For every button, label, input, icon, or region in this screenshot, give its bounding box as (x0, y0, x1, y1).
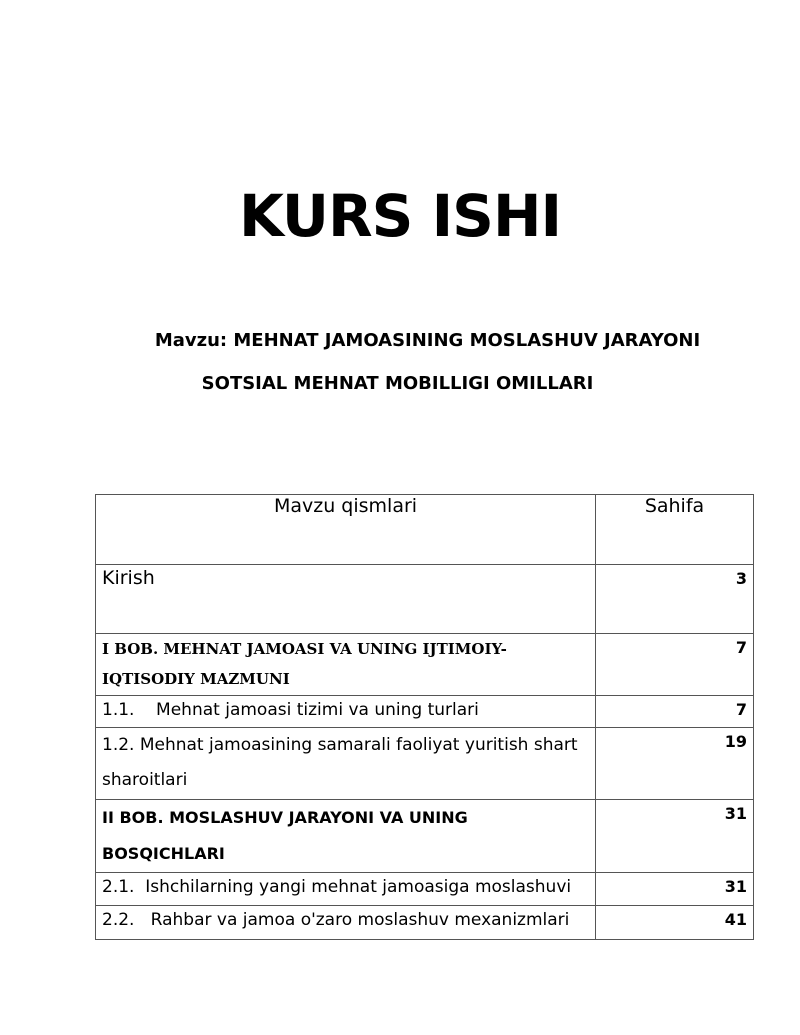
table-row (96, 634, 754, 696)
header-page: Sahifa (596, 495, 754, 565)
table-row (96, 728, 754, 800)
document-title: KURS ISHI (238, 182, 562, 250)
contents-table (95, 494, 754, 940)
table-row (96, 906, 754, 940)
row-title: II BOB. MOSLASHUV JARAYONI VA UNING BOSQICHLARI (96, 800, 596, 873)
row-title: 2.1. Ishchilarning yangi mehnat jamoasiga moslashuvi (96, 873, 596, 906)
row-page: 19 (596, 728, 754, 800)
topic-line-1: Mavzu: MEHNAT JAMOASINING MOSLASHUV JARAYONI (154, 330, 701, 351)
row-title: 1.2. Mehnat jamoasining samarali faoliyat yuritish shart sharoitlari (96, 728, 596, 800)
row-page: 41 (596, 906, 754, 940)
row-title: 2.2. Rahbar va jamoa o'zaro moslashuv mexanizmlari (96, 906, 596, 940)
table-row (96, 800, 754, 873)
row-page: 31 (596, 873, 754, 906)
table-header-row (96, 495, 754, 565)
table-row (96, 565, 754, 634)
row-title: I BOB. MEHNAT JAMOASI VA UNING IJTIMOIY-IQTISODIY MAZMUNI (96, 634, 596, 696)
row-page: 3 (596, 565, 754, 634)
row-page: 7 (596, 696, 754, 728)
row-title: Kirish (96, 565, 596, 634)
row-page: 31 (596, 800, 754, 873)
table-row (96, 873, 754, 906)
table-row (96, 696, 754, 728)
header-section: Mavzu qismlari (96, 495, 596, 565)
topic-line-2: SOTSIAL MEHNAT MOBILLIGI OMILLARI (201, 373, 594, 394)
row-title: 1.1. Mehnat jamoasi tizimi va uning turlari (96, 696, 596, 728)
row-page: 7 (596, 634, 754, 696)
